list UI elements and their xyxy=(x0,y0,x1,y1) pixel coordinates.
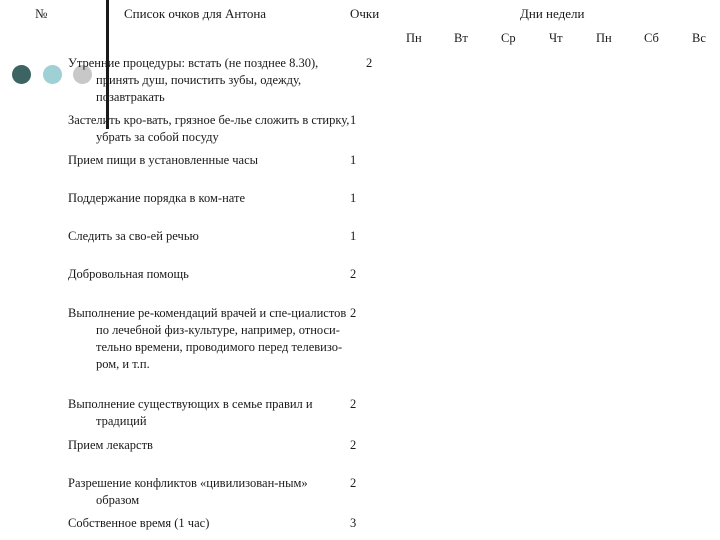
points-header: Очки xyxy=(350,6,380,21)
weekdays-header: Дни недели xyxy=(520,6,585,21)
task-text: Прием лекарств xyxy=(68,438,153,452)
task-text: Разрешение конфликтов «цивилизован-ным» образом xyxy=(68,476,308,507)
task-points: 1 xyxy=(350,113,357,127)
task-row xyxy=(68,475,350,509)
task-row xyxy=(68,437,350,454)
day-mon: Пн xyxy=(406,31,422,45)
task-row xyxy=(68,228,350,245)
day-wed: Ср xyxy=(501,31,516,45)
task-row xyxy=(68,152,350,169)
task-text: Добровольная помощь xyxy=(68,267,189,281)
number-header: № xyxy=(35,6,48,21)
task-row xyxy=(68,112,350,146)
task-text: Поддержание порядка в ком-нате xyxy=(68,191,246,205)
task-text: Утренние процедуры: встать (не позднее 8.30), принять душ, почистить зубы, одежду, позавтракать xyxy=(68,56,319,104)
task-row xyxy=(68,515,350,532)
task-row xyxy=(68,190,350,207)
task-text: Застелить кро-вать, грязное бе-лье сложить в стирку, убрать за собой посуду xyxy=(68,113,350,144)
task-points: 1 xyxy=(350,153,357,167)
day-sat: Сб xyxy=(644,31,659,45)
task-text: Выполнение ре-комендаций врачей и спе-циалистов по лечебной физ-культуре, например, относи-тельно времени, проводимого перед телевизо-ром, и т.п. xyxy=(68,306,347,371)
decor-dot-dark xyxy=(12,65,31,84)
task-row xyxy=(68,266,350,283)
task-points: 1 xyxy=(350,229,357,243)
task-row xyxy=(68,55,350,106)
task-text: Собственное время (1 час) xyxy=(68,516,210,530)
day-fri: Пн xyxy=(596,31,612,45)
task-text: Прием пищи в установленные часы xyxy=(68,153,259,167)
task-points: 2 xyxy=(350,267,357,281)
day-thu: Чт xyxy=(549,31,563,45)
decor-dot-light xyxy=(43,65,62,84)
task-points: 1 xyxy=(350,191,357,205)
task-points: 3 xyxy=(350,516,357,530)
task-points: 2 xyxy=(350,306,357,320)
task-row xyxy=(68,396,350,430)
task-points: 2 xyxy=(366,56,373,70)
task-points: 2 xyxy=(350,476,357,490)
day-sun: Вс xyxy=(692,31,706,45)
task-text: Следить за сво-ей речью xyxy=(68,229,199,243)
task-points: 2 xyxy=(350,397,357,411)
task-text: Выполнение существующих в семье правил и традиций xyxy=(68,397,313,428)
task-row xyxy=(68,305,350,373)
task-points: 2 xyxy=(350,438,357,452)
list-title: Список очков для Антона xyxy=(124,6,267,21)
day-tue: Вт xyxy=(454,31,468,45)
